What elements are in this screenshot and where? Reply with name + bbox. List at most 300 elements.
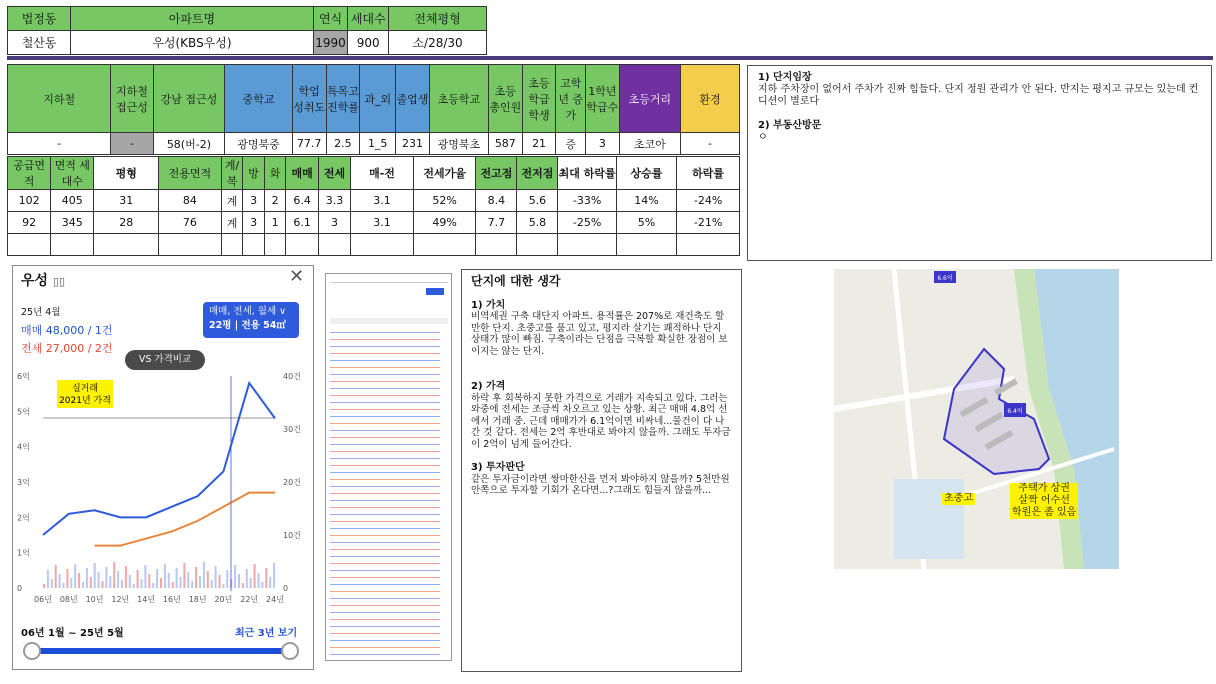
- header-upper-grade: 고학년 증가: [556, 65, 586, 133]
- row-line: [330, 451, 440, 452]
- row-line: [330, 563, 440, 564]
- recent-3y-link[interactable]: 최근 3년 보기: [235, 628, 298, 639]
- volume-bar: [160, 578, 162, 588]
- row-line: [330, 402, 440, 403]
- header-rooms: 방: [243, 157, 265, 190]
- x-tick-label: 06년: [34, 595, 52, 604]
- volume-bar: [265, 568, 267, 588]
- volume-bar: [156, 569, 158, 588]
- y-tick-label: 3억: [17, 478, 30, 487]
- row-line: [330, 339, 440, 340]
- volume-bar: [70, 578, 72, 588]
- chart-title-text: 우성: [21, 273, 49, 289]
- volume-bar: [90, 577, 92, 588]
- range-slider[interactable]: [31, 648, 291, 654]
- row-line: [330, 486, 440, 487]
- cell: 계: [221, 190, 243, 212]
- value-elementary: 광명북초: [429, 133, 488, 155]
- volume-bar: [117, 571, 119, 588]
- cell: 5%: [616, 212, 676, 234]
- cell: [558, 234, 616, 256]
- annotation-line1: 실거래: [71, 384, 99, 394]
- row-line: [330, 577, 440, 578]
- volume-bar: [43, 584, 45, 588]
- cell: 52%: [413, 190, 476, 212]
- row-line: [330, 514, 440, 515]
- volume-bar: [66, 569, 68, 588]
- volume-bar: [51, 579, 53, 588]
- list-item: [330, 650, 448, 657]
- list-item: [330, 503, 448, 510]
- header-supply-area: 공급면적: [8, 157, 51, 190]
- volume-bar: [172, 582, 174, 588]
- row-line: [330, 542, 440, 543]
- value-elem-class: 21: [522, 133, 556, 155]
- volume-bar: [180, 577, 182, 588]
- header-exclusive-area: 전용면적: [159, 157, 222, 190]
- cell: 3.3: [318, 190, 350, 212]
- list-item: [330, 391, 448, 398]
- cell: [159, 234, 222, 256]
- row-line: [330, 409, 440, 410]
- list-button: [426, 288, 444, 295]
- list-item: [330, 636, 448, 643]
- list-item: [330, 489, 448, 496]
- row-line: [330, 591, 440, 592]
- volume-bar: [207, 571, 209, 588]
- school-area: [894, 479, 964, 559]
- volume-bar: [168, 573, 170, 588]
- header-drop: 하락률: [677, 157, 740, 190]
- list-item: [330, 468, 448, 475]
- row-line: [330, 395, 440, 396]
- y-tick-label: 0: [17, 584, 23, 593]
- volume-bar: [203, 562, 205, 588]
- vs-compare-button[interactable]: VS 가격비교: [125, 350, 205, 370]
- cell: -25%: [558, 212, 616, 234]
- cell: 84: [159, 190, 222, 212]
- header-max-drop: 최대 하락률: [558, 157, 616, 190]
- row-line: [330, 521, 440, 522]
- cell: [264, 234, 286, 256]
- cell: 2: [264, 190, 286, 212]
- cell: 3: [243, 212, 265, 234]
- header-elem-distance: 초등거리: [619, 65, 680, 133]
- x-tick-label: 10년: [85, 595, 104, 604]
- volume-bar: [129, 575, 131, 588]
- row-line: [330, 423, 440, 424]
- value-subway-access: -: [111, 133, 153, 155]
- row-line: [330, 465, 440, 466]
- cell: [677, 234, 740, 256]
- y-tick-label: 5억: [17, 407, 30, 417]
- row-line: [330, 549, 440, 550]
- cell: -33%: [558, 190, 616, 212]
- map-book-icon: ▯▯: [52, 275, 66, 288]
- list-item: [330, 538, 448, 545]
- header-households: 세대수: [348, 7, 389, 31]
- header-low: 전저점: [517, 157, 558, 190]
- volume-bar: [199, 576, 201, 588]
- list-item: [330, 328, 448, 335]
- header-tutoring: 과_외: [360, 65, 396, 133]
- header-sale: 매매: [286, 157, 318, 190]
- cell: 76: [159, 212, 222, 234]
- y-tick-label: 6억: [17, 372, 30, 381]
- list-header: [330, 318, 448, 324]
- y2-tick-label: 40건: [283, 372, 301, 381]
- list-item: [330, 629, 448, 636]
- header-dong: 법정동: [8, 7, 71, 31]
- value-graduates: 231: [396, 133, 430, 155]
- annotation-line2: 2021년 가격: [59, 396, 111, 406]
- list-item: [330, 622, 448, 629]
- list-item: [330, 580, 448, 587]
- header-first-grade: 1학년 학급수: [585, 65, 619, 133]
- basic-info-table: [7, 6, 487, 55]
- row-line: [330, 479, 440, 480]
- list-item: [330, 461, 448, 468]
- rent-price: 전세 27,000 / 2건: [21, 342, 113, 355]
- volume-bar: [63, 583, 65, 588]
- note1-text1: 지하 주차장이 없어서 주차가 진짜 힘들다. 단지 정원 관리가 안 된다. 반지는 평지고 규모는 있는데 컨디션이 별로다: [758, 84, 1199, 107]
- header-gangnam-access: 강남 접근성: [153, 65, 225, 133]
- header-year: 연식: [313, 7, 348, 31]
- volume-bar: [164, 564, 166, 588]
- table-row: [8, 212, 740, 234]
- volume-bar: [78, 573, 80, 588]
- list-item: [330, 552, 448, 559]
- value-environment: -: [680, 133, 739, 155]
- value-elem-total: 587: [488, 133, 522, 155]
- list-tabs: [330, 277, 448, 283]
- value-apt-name: 우성(KBS우성): [71, 31, 314, 55]
- value-tutoring: 1_5: [360, 133, 396, 155]
- cell: [616, 234, 676, 256]
- volume-bar: [86, 568, 88, 588]
- value-elem-distance: 초코아: [619, 133, 680, 155]
- chart-title: [21, 270, 65, 290]
- list-item: [330, 405, 448, 412]
- value-gangnam-access: 58(버-2): [153, 133, 225, 155]
- row-line: [330, 430, 440, 431]
- row-line: [330, 535, 440, 536]
- volume-bar: [187, 572, 189, 588]
- header-baths: 화: [264, 157, 286, 190]
- volume-bar: [261, 582, 263, 588]
- header-apt-name: 아파트명: [71, 7, 314, 31]
- list-item: [330, 433, 448, 440]
- list-item: [330, 419, 448, 426]
- row-line: [330, 507, 440, 508]
- row-line: [330, 437, 440, 438]
- row-line: [330, 416, 440, 417]
- row-line: [330, 360, 440, 361]
- row-line: [330, 640, 440, 641]
- row-line: [330, 584, 440, 585]
- list-item: [330, 440, 448, 447]
- cell: -21%: [677, 212, 740, 234]
- volume-bar: [105, 567, 107, 588]
- volume-bar: [133, 584, 135, 588]
- value-year: 1990: [313, 31, 348, 55]
- cell: 5.8: [517, 212, 558, 234]
- date-range: 06년 1월 ~ 25년 5월: [21, 628, 124, 639]
- sec3-text: 같은 투자금이라면 쌍마한신을 먼저 봐야하지 않을까? 5천만원 안쪽으로 투자할 기회가 온다면...?그래도 힘들지 않을까...: [471, 473, 730, 496]
- value-special-school: 2.5: [326, 133, 360, 155]
- map-svg: [834, 269, 1119, 569]
- volume-bar: [148, 574, 150, 588]
- row-line: [330, 619, 440, 620]
- row-line: [330, 598, 440, 599]
- row-line: [330, 458, 440, 459]
- value-achievement: 77.7: [292, 133, 326, 155]
- x-tick-label: 08년: [59, 595, 78, 604]
- row-line: [330, 472, 440, 473]
- volume-bar: [113, 562, 115, 588]
- row-line: [330, 388, 440, 389]
- cell: [286, 234, 318, 256]
- badge-line1: 매매, 전세, 월세 ∨: [209, 306, 287, 317]
- row-line: [330, 332, 440, 333]
- list-item: [330, 587, 448, 594]
- list-item: [330, 594, 448, 601]
- cell: 49%: [413, 212, 476, 234]
- sec1-title: 1) 가치: [471, 299, 506, 311]
- volume-bar: [74, 564, 76, 588]
- volume-bar: [59, 574, 61, 588]
- value-middle-school: 광명북중: [225, 133, 293, 155]
- cell: 계: [221, 212, 243, 234]
- row-line: [330, 367, 440, 368]
- volume-bar: [183, 563, 185, 588]
- deal-type-selector[interactable]: [203, 302, 299, 338]
- cell: [318, 234, 350, 256]
- row-line: [330, 633, 440, 634]
- header-subway: 지하철: [8, 65, 111, 133]
- row-line: [330, 444, 440, 445]
- x-tick-label: 18년: [188, 595, 207, 604]
- header-elem-total: 초등 총인원: [488, 65, 522, 133]
- list-item: [330, 531, 448, 538]
- volume-bar: [195, 567, 197, 588]
- cell: 345: [51, 212, 94, 234]
- list-item: [330, 643, 448, 650]
- list-item: [330, 573, 448, 580]
- list-item: [330, 566, 448, 573]
- cell: [351, 234, 414, 256]
- value-dong: 철산동: [8, 31, 71, 55]
- close-icon[interactable]: ✕: [289, 266, 305, 287]
- volume-bar: [273, 563, 275, 588]
- table-row: [8, 190, 740, 212]
- list-item: [330, 559, 448, 566]
- header-elementary: 초등학교: [429, 65, 488, 133]
- list-item: [330, 510, 448, 517]
- volume-bar: [254, 564, 256, 588]
- section-divider: [7, 56, 1213, 60]
- row-line: [330, 346, 440, 347]
- volume-bar: [250, 578, 252, 588]
- note1-title2: 2) 부동산방문: [758, 120, 822, 131]
- cell: 5.6: [517, 190, 558, 212]
- location-map: [834, 269, 1119, 569]
- header-area-households: 면적 세대수: [51, 157, 94, 190]
- header-middle-school: 중학교: [225, 65, 293, 133]
- cell: [8, 234, 51, 256]
- price-chart-svg: [13, 366, 313, 606]
- facility-table: [7, 64, 740, 155]
- cell: [94, 234, 159, 256]
- list-item: [330, 342, 448, 349]
- header-special-school: 특목고 진학률: [326, 65, 360, 133]
- header-jeonse: 전세: [318, 157, 350, 190]
- list-item: [330, 454, 448, 461]
- value-households: 900: [348, 31, 389, 55]
- cell: 6.4: [286, 190, 318, 212]
- cell: 28: [94, 212, 159, 234]
- row-line: [330, 612, 440, 613]
- transaction-list-thumbnail: [325, 273, 452, 661]
- cell: 3.1: [351, 190, 414, 212]
- volume-bar: [234, 565, 236, 588]
- volume-bar: [141, 579, 143, 588]
- x-tick-label: 12년: [111, 595, 130, 604]
- cell: 405: [51, 190, 94, 212]
- header-subway-access: 지하철 접근성: [111, 65, 153, 133]
- sec3-title: 3) 투자판단: [471, 462, 525, 473]
- sec2-text: 하락 후 회복하지 못한 가격으로 거래가 지속되고 있다. 그러는 와중에 전세는 조금씩 차오르고 있는 상황. 최근 매매 4.8억 선에서 거래 중. 근데 매매가가 6.1억이면 비싸네...물건이 다 나간 것 같다. 전세는 2억 후반대로 봐야지 않을까. 그래도 투자금이 2억이 넘게 들어간다.: [471, 392, 731, 450]
- header-jeonse-ratio: 전세가율: [413, 157, 476, 190]
- x-tick-label: 20년: [214, 595, 233, 604]
- row-line: [330, 528, 440, 529]
- complex-thoughts-notes: [461, 269, 742, 672]
- header-elem-class: 초등 학급 학생: [522, 65, 556, 133]
- volume-bar: [238, 574, 240, 588]
- volume-bar: [176, 568, 178, 588]
- y-tick-label: 2억: [17, 513, 30, 523]
- list-item: [330, 398, 448, 405]
- list-item: [330, 657, 448, 661]
- row-line: [330, 500, 440, 501]
- map-label-line: 주택가 상권: [1010, 483, 1078, 495]
- volume-bar: [222, 584, 224, 588]
- cell: 92: [8, 212, 51, 234]
- volume-bar: [137, 570, 139, 588]
- marker2-text: 6.4억: [1007, 408, 1023, 415]
- volume-bar: [258, 573, 260, 588]
- value-first-grade: 3: [585, 133, 619, 155]
- list-item: [330, 545, 448, 552]
- header-graduates: 졸업생: [396, 65, 430, 133]
- row-line: [330, 654, 440, 655]
- cell: 14%: [616, 190, 676, 212]
- volume-bar: [246, 569, 248, 588]
- cell: 3: [318, 212, 350, 234]
- row-line: [330, 493, 440, 494]
- cell: 3.1: [351, 212, 414, 234]
- volume-bar: [215, 566, 217, 588]
- volume-bar: [226, 570, 228, 588]
- cell: [476, 234, 517, 256]
- header-rise: 상승률: [616, 157, 676, 190]
- volume-bar: [269, 577, 271, 588]
- chart-date: 25년 4월: [21, 307, 61, 318]
- y2-tick-label: 0: [283, 584, 289, 593]
- volume-bar: [47, 570, 49, 588]
- x-tick-label: 22년: [240, 595, 259, 604]
- y2-tick-label: 10건: [283, 531, 301, 540]
- sec2-title: 2) 가격: [471, 381, 506, 392]
- header-sizes: 전체평형: [389, 7, 487, 31]
- cell: [413, 234, 476, 256]
- list-item: [330, 426, 448, 433]
- slider-handle-end[interactable]: [281, 642, 299, 660]
- y-tick-label: 1억: [17, 548, 30, 558]
- list-item: [330, 356, 448, 363]
- list-item: [330, 482, 448, 489]
- row-line: [330, 626, 440, 627]
- header-pyeong: 평형: [94, 157, 159, 190]
- list-item: [330, 524, 448, 531]
- y2-tick-label: 20건: [283, 478, 301, 487]
- row-line: [330, 353, 440, 354]
- x-tick-label: 24년: [266, 595, 284, 604]
- value-sizes: 소/28/30: [389, 31, 487, 55]
- slider-handle-start[interactable]: [23, 642, 41, 660]
- y2-tick-label: 30건: [283, 425, 301, 434]
- row-line: [330, 374, 440, 375]
- list-item: [330, 349, 448, 356]
- x-tick-label: 14년: [137, 595, 156, 604]
- list-item: [330, 601, 448, 608]
- header-achievement: 학업 성취도: [292, 65, 326, 133]
- volume-bar: [242, 583, 244, 588]
- cell: 102: [8, 190, 51, 212]
- cell: 7.7: [476, 212, 517, 234]
- cell: -24%: [677, 190, 740, 212]
- note1-title1: 1) 단지임장: [758, 72, 812, 83]
- row-line: [330, 556, 440, 557]
- list-item: [330, 608, 448, 615]
- table-row: [8, 234, 740, 256]
- cell: [221, 234, 243, 256]
- sale-price: 매매 48,000 / 1건: [21, 324, 113, 337]
- list-item: [330, 335, 448, 342]
- volume-bar: [219, 575, 221, 588]
- row-line: [330, 605, 440, 606]
- volume-bar: [125, 566, 127, 588]
- cell: 6.1: [286, 212, 318, 234]
- volume-bar: [55, 565, 57, 588]
- volume-bar: [121, 580, 123, 588]
- cell: 8.4: [476, 190, 517, 212]
- volume-bar: [82, 582, 84, 588]
- row-line: [330, 381, 440, 382]
- row-line: [330, 647, 440, 648]
- list-item: [330, 517, 448, 524]
- cell: [517, 234, 558, 256]
- map-label-school: 초중고: [944, 493, 973, 504]
- price-chart-panel: [12, 265, 314, 670]
- note1-text2: ㅇ: [758, 132, 768, 143]
- list-item: [330, 475, 448, 482]
- value-subway: -: [8, 133, 111, 155]
- map-label-line: 학원은 좀 있음: [1012, 507, 1077, 518]
- map-label-commercial: [1010, 483, 1078, 519]
- note2-title: 단지에 대한 생각: [471, 274, 561, 288]
- header-type: 계/복: [221, 157, 243, 190]
